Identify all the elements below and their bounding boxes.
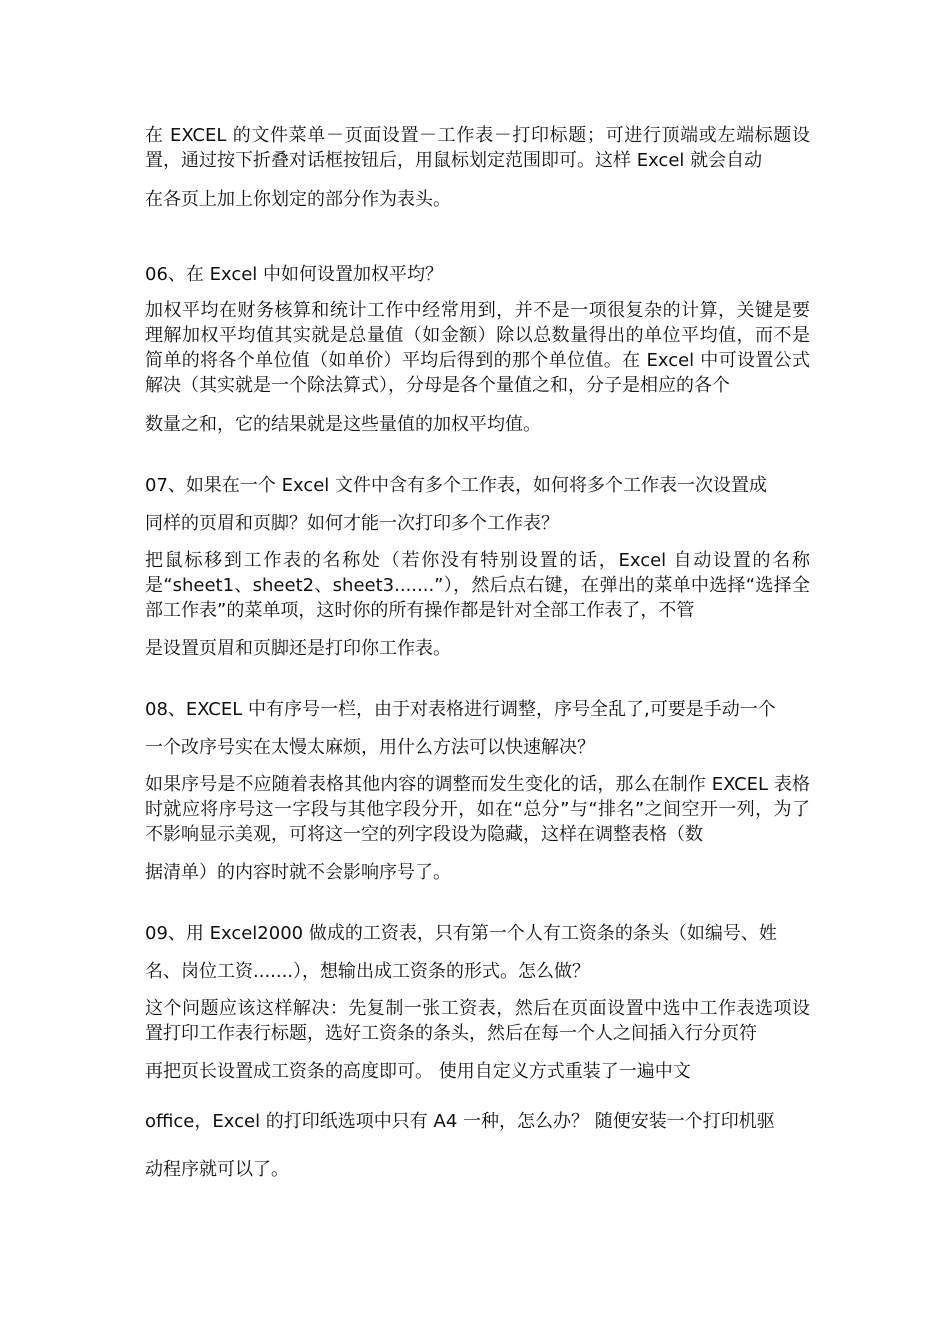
answer-07: 把鼠标移到工作表的名称处（若你没有特别设置的话，Excel 自动设置的名称是“sheet1、sheet2、sheet3.......”），然后点右键，在弹出的菜单中选择“选择全部工作表”的菜单项，这时你的所有操作都是针对全部工作表了，不管 (145, 550, 810, 621)
question-07: 07、如果在一个 Excel 文件中含有多个工作表，如何将多个工作表一次设置成 (145, 475, 768, 496)
question-09: 09、用 Excel2000 做成的工资表，只有第一个人有工资条的条头（如编号、姓 (145, 923, 777, 944)
answer-07-tail: 是设置页眉和页脚还是打印你工作表。 (145, 638, 451, 659)
question-09-tail: 名、岗位工资.......），想输出成工资条的形式。怎么做？ (145, 961, 591, 982)
question-10: office，Excel 的打印纸选项中只有 A4 一种，怎么办？ 随便安装一个打印机驱 (145, 1111, 775, 1132)
answer-06-tail: 数量之和，它的结果就是这些量值的加权平均值。 (145, 414, 541, 435)
question-08: 08、EXCEL 中有序号一栏，由于对表格进行调整，序号全乱了,可要是手动一个 (145, 699, 776, 720)
question-06: 06、在 Excel 中如何设置加权平均？ (145, 264, 444, 285)
answer-08-tail: 据清单）的内容时就不会影响序号了。 (145, 862, 451, 883)
answer-08: 如果序号是不应随着表格其他内容的调整而发生变化的话，那么在制作 EXCEL 表格时就应将序号这一字段与其他字段分开，如在“总分”与“排名”之间空开一列，为了不影响显示美观，可将这一空的列字段设为隐藏，这样在调整表格（数 (145, 774, 810, 845)
paragraph-print-titles-tail: 在各页上加上你划定的部分作为表头。 (145, 189, 451, 210)
paragraph-print-titles: 在 EXCEL 的文件菜单－页面设置－工作表－打印标题；可进行顶端或左端标题设置，通过按下折叠对话框按钮后，用鼠标划定范围即可。这样 Excel 就会自动 (145, 125, 810, 171)
answer-09: 这个问题应该这样解决：先复制一张工资表，然后在页面设置中选中工作表选项设置打印工作表行标题，选好工资条的条头，然后在每一个人之间插入行分页符 (145, 998, 810, 1044)
question-07-tail: 同样的页眉和页脚？如何才能一次打印多个工作表？ (145, 513, 559, 534)
question-08-tail: 一个改序号实在太慢太麻烦，用什么方法可以快速解决？ (145, 737, 595, 758)
answer-10: 动程序就可以了。 (145, 1159, 289, 1180)
answer-06: 加权平均在财务核算和统计工作中经常用到，并不是一项很复杂的计算，关键是要理解加权平均值其实就是总量值（如金额）除以总数量得出的单位平均值，而不是简单的将各个单位值（如单价）平均后得到的那个单位值。在 Excel 中可设置公式解决（其实就是一个除法算式），分母是各个量值之和，分子是相应的各个 (145, 300, 810, 396)
answer-09-tail: 再把页长设置成工资条的高度即可。 使用自定义方式重装了一遍中文 (145, 1061, 691, 1082)
